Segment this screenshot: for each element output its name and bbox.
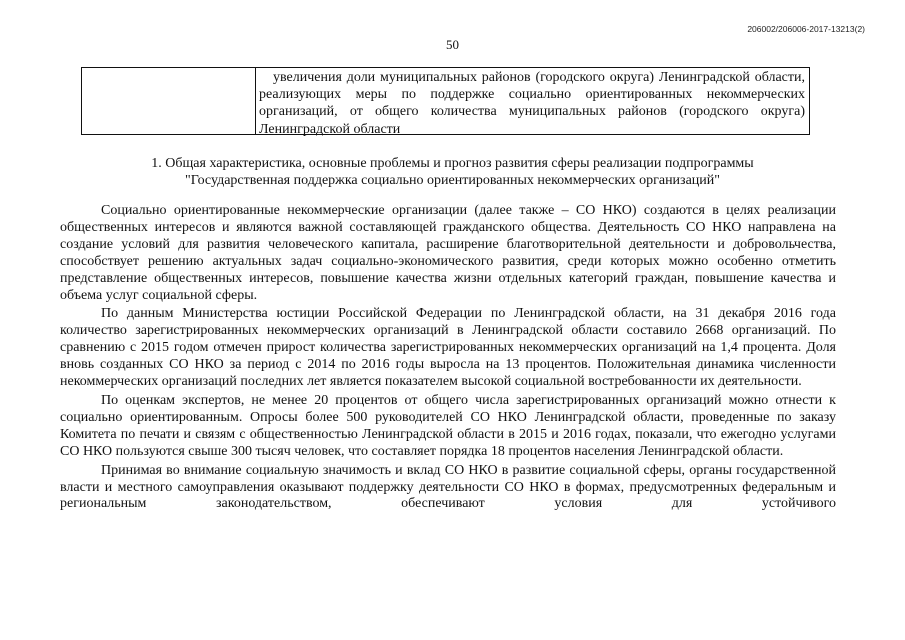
indicator-table [81, 67, 810, 135]
paragraph-4: Принимая во внимание социальную значимость и вклад СО НКО в развитие социальной сферы, органы государственной власти и местного самоуправления оказывают поддержку деятельности СО НКО в формах, предусмотренных федеральным и региональным законодательством, обеспечивают условия для устойчивого [60, 462, 836, 512]
document-code: 206002/206006-2017-13213(2) [747, 24, 865, 34]
section-heading-line-1: 1. Общая характеристика, основные проблемы и прогноз развития сферы реализации подпрограммы [151, 156, 754, 171]
table-cell-indicator: увеличения доли муниципальных районов (городского округа) Ленинградской области, реализующих меры по поддержке социально ориентированных некоммерческих организаций, от общего количества муниципальных районов (городского округа) Ленинградской области [259, 70, 805, 137]
body-text [60, 203, 836, 515]
paragraph-2: По данным Министерства юстиции Российской Федерации по Ленинградской области, на 31 декабря 2016 года количество зарегистрированных некоммерческих организаций в Ленинградской области составило 2668 организаций. По сравнению с 2015 годом отмечен прирост количества зарегистрированных некоммерческих организаций на 1,4 процента. Доля вновь созданных СО НКО за период с 2014 по 2016 годы выросла на 13 процентов. Положительная динамика численности некоммерческих организаций последних лет является показателем высокой социальной востребованности их деятельности. [60, 306, 836, 390]
table-cell-empty [82, 68, 256, 134]
section-heading [90, 155, 815, 189]
section-heading-line-2: "Государственная поддержка социально ориентированных некоммерческих организаций" [185, 173, 720, 188]
paragraph-1: Социально ориентированные некоммерческие организации (далее также – СО НКО) создаются в целях реализации общественных интересов и являются важной составляющей гражданского общества. Деятельность СО НКО направлена на создание условий для развития человеческого капитала, расширение благотворительной деятельности и добровольчества, способствует решению актуальных задач социально-экономического развития, среди которых можно особенно отметить представление общественных интересов, повышение качества жизни отдельных категорий граждан, повышение качества и объема услуг социальной сферы. [60, 203, 836, 303]
paragraph-3: По оценкам экспертов, не менее 20 процентов от общего числа зарегистрированных организаций можно отнести к социально ориентированным. Опросы более 500 руководителей СО НКО Ленинградской области, проведенные по заказу Комитета по печати и связям с общественностью Ленинградской области в 2015 и 2016 годах, показали, что ежегодно услугами СО НКО пользуются свыше 300 тысяч человек, что составляет порядка 18 процентов населения Ленинградской области. [60, 392, 836, 459]
page-number: 50 [446, 37, 459, 52]
